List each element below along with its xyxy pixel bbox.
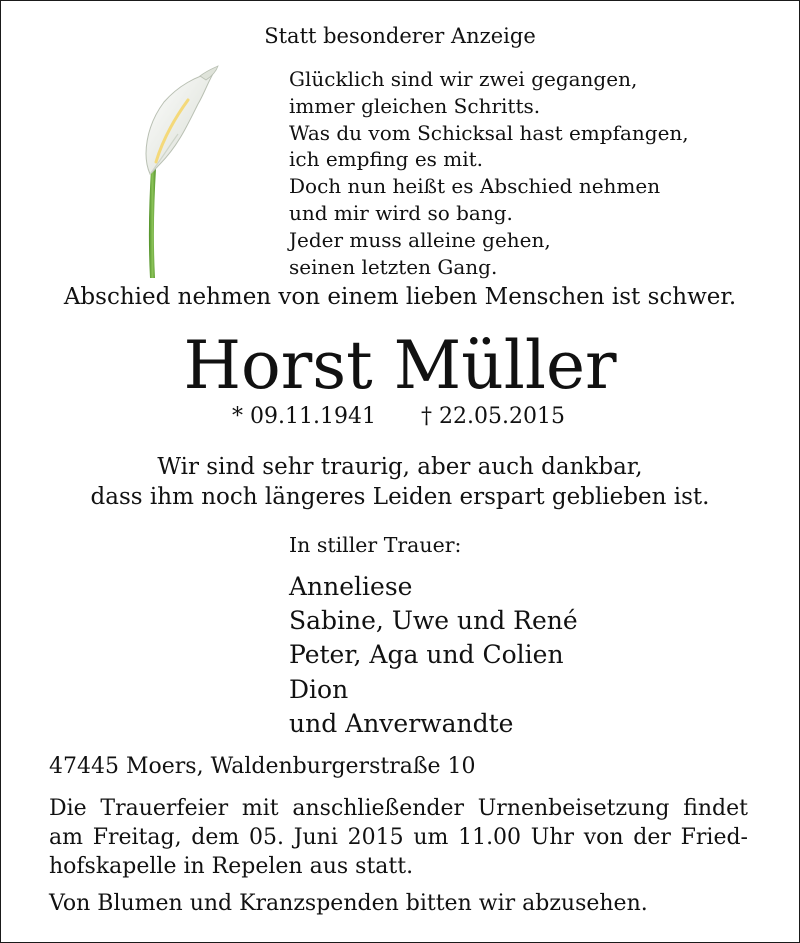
grief-statement xyxy=(0,452,800,512)
poem-line: seinen letzten Gang. xyxy=(289,254,498,279)
address: 47445 Moers, Waldenburgerstraße 10 xyxy=(49,754,476,779)
deceased-name: Horst Müller xyxy=(183,327,617,404)
family-member: Sabine, Uwe und René xyxy=(289,606,578,636)
notice-header: Statt besonderer Anzeige xyxy=(264,24,536,48)
birth-date: * 09.11.1941 xyxy=(232,404,376,429)
family-list xyxy=(289,570,578,741)
service-line: hofskapelle in Repelen aus statt. xyxy=(49,854,414,879)
poem-line: Doch nun heißt es Abschied nehmen xyxy=(289,174,661,199)
service-line: am Freitag, dem 05. Juni 2015 um 11.00 Uhr von der Fried- xyxy=(49,825,748,850)
family-member: Anneliese xyxy=(289,572,413,601)
grief-line: Wir sind sehr traurig, aber auch dankbar, xyxy=(157,454,643,480)
family-member: Peter, Aga und Colien xyxy=(289,640,564,670)
grief-line: dass ihm noch längeres Leiden erspart geblieben ist. xyxy=(90,484,710,510)
flowers-note: Von Blumen und Kranzspenden bitten wir abzusehen. xyxy=(49,891,648,916)
service-line: Die Trauerfeier mit anschließender Urnenbeisetzung findet xyxy=(49,796,748,821)
poem-line: immer gleichen Schritts. xyxy=(289,93,541,118)
family-member: Dion xyxy=(289,674,349,704)
death-date: † 22.05.2015 xyxy=(421,404,565,429)
farewell-line: Abschied nehmen von einem lieben Menschen ist schwer. xyxy=(63,284,737,310)
calla-lily-icon xyxy=(138,64,222,280)
poem-line: Jeder muss alleine gehen, xyxy=(289,227,551,252)
service-info xyxy=(49,794,748,881)
poem-line: und mir wird so bang. xyxy=(289,200,513,225)
poem-line: Was du vom Schicksal hast empfangen, xyxy=(289,120,689,145)
poem-line: ich empfing es mit. xyxy=(289,147,484,172)
poem xyxy=(289,66,689,280)
family-member: und Anverwandte xyxy=(289,708,514,738)
poem-line: Glücklich sind wir zwei gegangen, xyxy=(289,67,638,91)
mourning-label: In stiller Trauer: xyxy=(289,533,462,557)
